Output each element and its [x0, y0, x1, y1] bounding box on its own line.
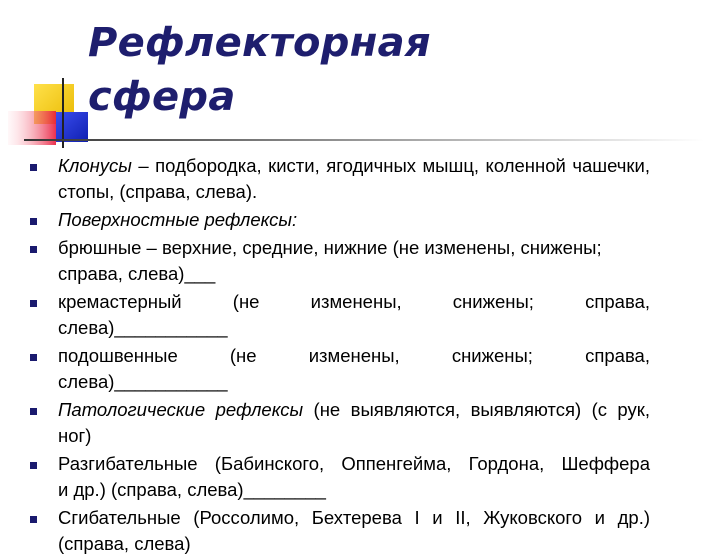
yellow-square: [34, 84, 74, 124]
list-item-cremasteric: [30, 289, 650, 341]
item-line2: и др.) (справа, слева)________: [58, 479, 326, 500]
blue-square: [56, 112, 88, 142]
item-line2: слева)___________: [58, 317, 228, 338]
item-line1: Разгибательные (Бабинского, Оппенгейма, Гордона, Шеффера: [58, 453, 650, 474]
list-item-clonus: [30, 153, 650, 205]
list-item-abdominal: [30, 235, 650, 287]
red-square: [8, 111, 56, 145]
list-item-flexor: [30, 505, 650, 557]
bullet-icon: [30, 164, 37, 171]
bullet-icon: [30, 516, 37, 523]
bullet-icon: [30, 300, 37, 307]
item-line2: слева)___________: [58, 371, 228, 392]
bullet-icon: [30, 246, 37, 253]
slide-title-line2: сфера: [88, 74, 236, 120]
item-line1: подошвенные (не изменены, снижены; справа,: [58, 345, 650, 366]
list-item-extensor: [30, 451, 650, 503]
list-item-pathological-reflexes: [30, 397, 650, 449]
bullet-list: [30, 153, 650, 559]
bullet-icon: [30, 218, 37, 225]
list-item-plantar: [30, 343, 650, 395]
vertical-rule: [62, 78, 64, 148]
slide-title: [88, 16, 508, 124]
item-italic-label: Поверхностные рефлексы:: [58, 209, 298, 230]
item-line1: кремастерный (не изменены, снижены; справа,: [58, 291, 650, 312]
item-italic-label: Клонусы: [58, 155, 132, 176]
bullet-icon: [30, 354, 37, 361]
list-item-superficial-reflexes: [30, 207, 650, 233]
item-line2: справа, слева)___: [58, 263, 216, 284]
item-line1: Сгибательные (Россолимо, Бехтерева I и II, Жуковского и др.): [58, 507, 650, 528]
slide-title-line1: Рефлекторная: [88, 20, 431, 66]
item-text: – подбородка, кисти, ягодичных мышц, коленной чашечки, стопы, (справа, слева).: [58, 155, 650, 202]
item-line2: (справа, слева): [58, 533, 191, 554]
item-text: (не выявляются, выявляются) (с рук, ног): [58, 399, 650, 446]
item-line1: брюшные – верхние, средние, нижние (не изменены, снижены;: [58, 237, 602, 258]
bullet-icon: [30, 462, 37, 469]
item-italic-label: Патологические рефлексы: [58, 399, 304, 420]
horizontal-rule: [24, 139, 704, 141]
bullet-icon: [30, 408, 37, 415]
